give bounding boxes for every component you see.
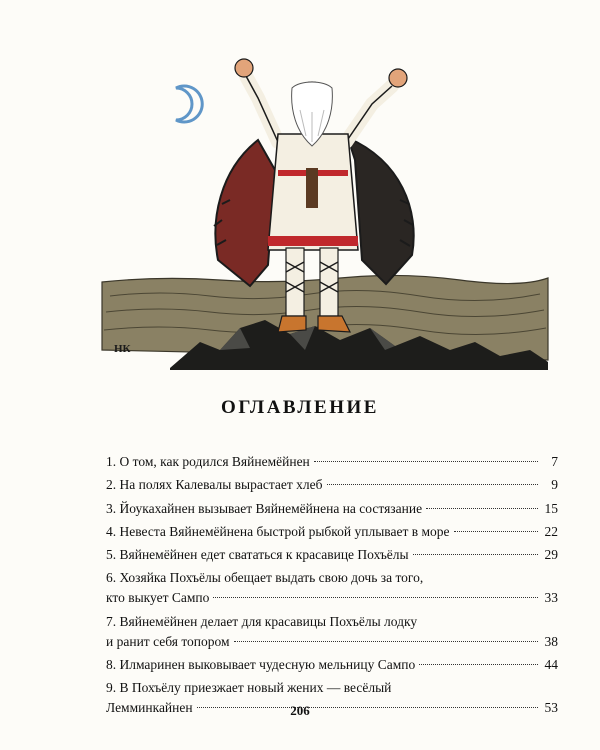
dot-leader	[213, 597, 538, 598]
toc-entry-page: 29	[544, 547, 558, 563]
toc-entry-page: 38	[544, 633, 558, 649]
toc-entry-title: 5. Вяйнемёйнен едет свататься к красавице Похъёлы	[106, 547, 409, 563]
dot-leader	[454, 531, 538, 532]
page-number: 206	[290, 703, 310, 718]
toc-title: ОГЛАВЛЕНИЕ	[221, 397, 379, 418]
toc-entry-title: 4. Невеста Вяйнемёйнена быстрой рыбкой уплывает в море	[106, 523, 450, 539]
toc-entry-2[interactable]	[106, 475, 558, 495]
dot-leader	[234, 641, 538, 642]
toc-entry-3[interactable]	[106, 499, 558, 519]
toc-entry-title: 3. Йоукахайнен вызывает Вяйнемёйнена на состязание	[106, 500, 423, 516]
toc-entry-page: 53	[544, 700, 558, 716]
dot-leader	[413, 554, 538, 555]
crescent-moon-icon	[176, 86, 202, 122]
bard-illustration	[100, 50, 550, 370]
fur-cloak	[215, 140, 275, 286]
toc-entry-page: 33	[544, 590, 558, 606]
toc-entry-title-line1: 7. Вяйнемёйнен делает для красавицы Похъёлы лодку	[106, 613, 418, 629]
dot-leader	[327, 484, 539, 485]
toc-entry-4[interactable]	[106, 522, 558, 542]
toc-entry-title: 2. На полях Калевалы вырастает хлеб	[106, 477, 323, 493]
toc-entry-page: 7	[551, 454, 558, 469]
toc-entry-title-line1: 9. В Похъёлу приезжает новый жених — весёлый	[106, 680, 392, 696]
table-of-contents	[106, 452, 558, 718]
artist-monogram: НК	[114, 343, 131, 355]
toc-entry-page: 9	[551, 477, 558, 493]
toc-entry-5[interactable]	[106, 545, 558, 565]
toc-entry-6[interactable]	[106, 568, 558, 608]
toc-entry-8[interactable]	[106, 655, 558, 675]
toc-entry-7[interactable]	[106, 612, 558, 652]
toc-entry-page: 44	[544, 657, 558, 673]
toc-entry-title-line2: кто выкует Сампо	[106, 590, 210, 606]
toc-entry-page: 15	[544, 500, 558, 516]
toc-entry-1[interactable]	[106, 452, 558, 472]
toc-entry-title-line2: Лемминкайнен	[106, 700, 193, 716]
toc-entry-title: 1. О том, как родился Вяйнемёйнен	[106, 454, 310, 469]
toc-entry-title: 8. Илмаринен выковывает чудесную мельницу Сампо	[106, 657, 416, 673]
toc-entry-title-line2: и ранит себя топором	[106, 633, 230, 649]
dot-leader	[426, 508, 538, 509]
dot-leader	[314, 461, 538, 462]
toc-entry-title-line1: 6. Хозяйка Похъёлы обещает выдать свою дочь за того,	[106, 570, 424, 586]
dot-leader	[419, 664, 538, 665]
toc-entry-page: 22	[544, 523, 558, 539]
